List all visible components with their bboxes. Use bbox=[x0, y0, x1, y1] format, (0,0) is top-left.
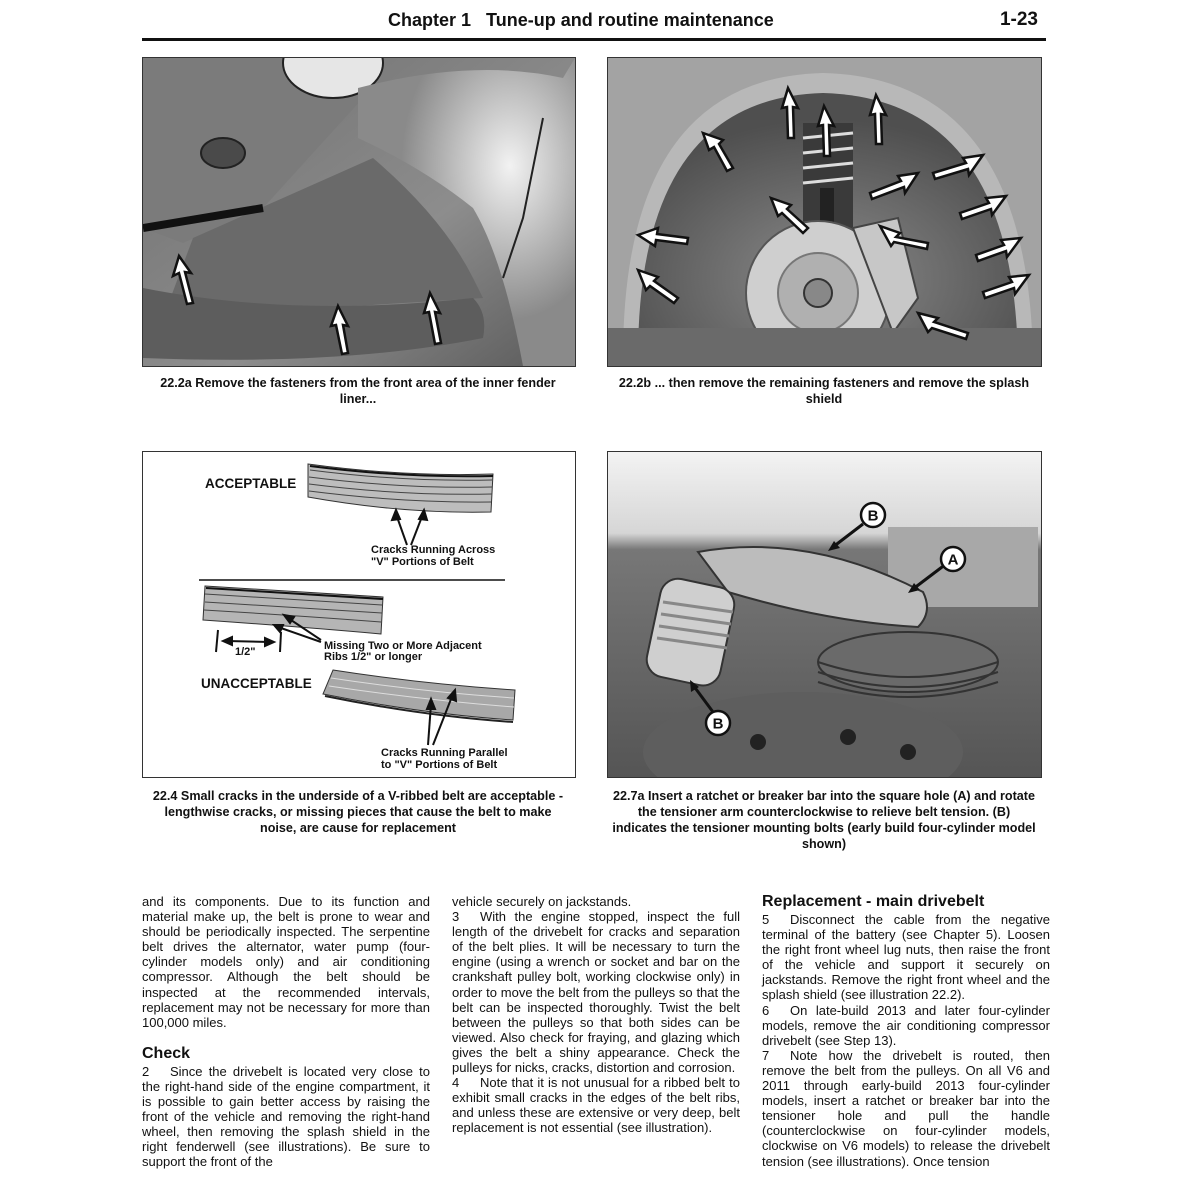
paragraph-step-6 bbox=[762, 1003, 1050, 1048]
callout-a-label: A bbox=[947, 551, 959, 569]
step-number: 6 bbox=[762, 1002, 770, 1018]
cracks-across-label-2: "V" Portions of Belt bbox=[371, 556, 474, 568]
cracked-belt-image bbox=[323, 670, 515, 722]
acceptable-belt-image bbox=[308, 464, 493, 512]
text-column-3 bbox=[762, 892, 1050, 1169]
paragraph-step-7 bbox=[762, 1048, 1050, 1169]
half-inch-label: 1/2" bbox=[235, 646, 256, 658]
text-column-2 bbox=[452, 894, 740, 1136]
figure-22-2b-caption: 22.2b ... then remove the remaining fasteners and remove the splash shield bbox=[618, 376, 1030, 406]
paragraph-step-3 bbox=[452, 909, 740, 1075]
step-6-text: On late-build 2013 and later four-cylinder models, remove the air conditioning compressor drivebelt (see Step 13). bbox=[762, 1002, 1050, 1048]
figure-22-2a-photo bbox=[142, 57, 576, 367]
callout-b-top-label: B bbox=[867, 507, 879, 525]
step-number: 4 bbox=[452, 1075, 460, 1091]
header-rule bbox=[142, 38, 1046, 41]
chapter-name: Tune-up and routine maintenance bbox=[486, 10, 774, 30]
damaged-belt-image bbox=[203, 586, 383, 634]
paragraph-step-5 bbox=[762, 912, 1050, 1003]
paragraph-step-4 bbox=[452, 1075, 740, 1135]
step-number: 5 bbox=[762, 912, 770, 927]
step-2-text: Since the drivebelt is located very close to the right-hand side of the engine compartment, it is possible to gain better access by raising the front of the vehicle and removing the right-hand wheel, then removing the splash shield in the right fenderwell (see illustrations). Be sure to support the front of the bbox=[142, 1063, 430, 1170]
paragraph-intro: and its components. Due to its function and material make up, the belt is prone to wear and should be periodically inspected. The serpentine belt drives the alternator, water pump (four-cylinder models only) and air conditioning compressor. Although the belt should be inspected at the recommended intervals, replacement may not be necessary for more than 100,000 miles. bbox=[142, 894, 430, 1030]
step-5-text: Disconnect the cable from the negative terminal of the battery (see Chapter 5). Loosen the right front wheel lug nuts, then raise the front of the vehicle and support it securely on jackstands. Remove the right front wheel and the splash shield (see illustration 22.2). bbox=[762, 912, 1050, 1003]
cracks-across-label-1: Cracks Running Across bbox=[371, 544, 496, 556]
text-column-1 bbox=[142, 894, 430, 1170]
heading-replacement: Replacement - main drivebelt bbox=[762, 893, 985, 910]
missing-ribs-label-2: Ribs 1/2" or longer bbox=[324, 651, 423, 663]
step-4-text: Note that it is not unusual for a ribbed belt to exhibit small cracks in the edges of the belt ribs, and unless these are extensive or very deep, belt replacement is not essential (see illustration). bbox=[452, 1075, 740, 1136]
chapter-title bbox=[388, 10, 774, 31]
cracks-parallel-label-1: Cracks Running Parallel bbox=[381, 747, 508, 759]
heading-check: Check bbox=[142, 1044, 191, 1062]
paragraph-step-2 bbox=[142, 1064, 430, 1170]
chapter-label: Chapter 1 bbox=[388, 10, 472, 30]
page-header bbox=[142, 6, 1046, 34]
cracks-parallel-label-2: to "V" Portions of Belt bbox=[381, 759, 498, 771]
figure-22-7a-caption: 22.7a Insert a ratchet or breaker bar into the square hole (A) and rotate the tensioner arm counterclockwise to relieve belt tension. (B) indicates the tensioner mounting bolts (early build four-cylinder model shown) bbox=[612, 789, 1036, 851]
acceptable-label: ACCEPTABLE bbox=[205, 476, 297, 491]
paragraph-continued: vehicle securely on jackstands. bbox=[452, 894, 632, 909]
figure-22-2b-photo bbox=[607, 57, 1042, 367]
step-number: 2 bbox=[142, 1063, 150, 1079]
step-7-text: Note how the drivebelt is routed, then remove the belt from the pulleys. On all V6 and 2011 through early-build 2013 four-cylinder models, insert a ratchet or breaker bar into the tensioner hole and pull the handle (counterclockwise on four-cylinder models, clockwise on V6 models) to release the drivebelt tension (see illustrations). Once tension bbox=[762, 1047, 1050, 1169]
step-number: 7 bbox=[762, 1047, 770, 1063]
page-number: 1-23 bbox=[999, 9, 1038, 30]
figure-22-2a-caption: 22.2a Remove the fasteners from the front area of the inner fender liner... bbox=[160, 376, 556, 406]
missing-ribs-label-1: Missing Two or More Adjacent bbox=[324, 640, 482, 652]
callout-b-bottom-label: B bbox=[712, 715, 724, 733]
figure-22-4-illustration bbox=[142, 451, 576, 778]
figure-22-4-caption: 22.4 Small cracks in the underside of a V-ribbed belt are acceptable - lengthwise cracks, or missing pieces that cause the belt to make noise, are cause for replacement bbox=[152, 789, 564, 835]
unacceptable-label: UNACCEPTABLE bbox=[201, 676, 312, 691]
step-3-text: With the engine stopped, inspect the full length of the drivebelt for cracks and separation of the belt plies. It will be necessary to turn the engine (using a wrench or socket and bar on the crankshaft pulley bolt, working clockwise only) in order to move the belt from the pulleys so that the belt can be inspected thoroughly. Twist the belt between the pulleys so that both sides can be viewed. Also check for fraying, and glazing which gives the belt a shiny appearance. Check the pulleys for nicks, cracks, distortion and corrosion. bbox=[452, 909, 740, 1076]
figure-22-7a-photo bbox=[607, 451, 1042, 778]
step-number: 3 bbox=[452, 909, 460, 925]
